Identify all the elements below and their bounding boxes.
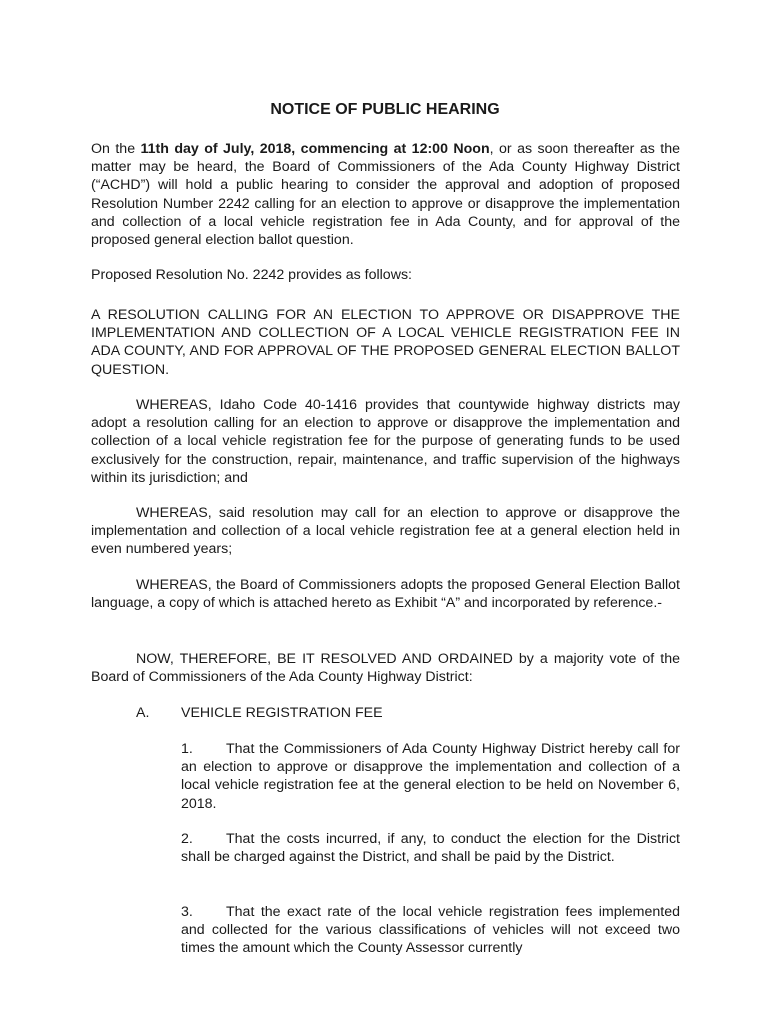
resolution-title: A RESOLUTION CALLING FOR AN ELECTION TO APPROVE OR DISAPPROVE THE IMPLEMENTATION AND COLLECTION OF A LOCAL VEHICLE REGISTRATION FEE IN ADA COUNTY, AND FOR APPROVAL OF THE PROPOSED GENERAL ELECTION BALLOT QUESTION.: [91, 307, 680, 378]
provides-line: Proposed Resolution No. 2242 provides as follows:: [91, 267, 412, 283]
item-number: 3.: [181, 904, 193, 920]
section-title: VEHICLE REGISTRATION FEE: [181, 705, 383, 721]
list-item-3: [181, 903, 680, 958]
section-letter: A.: [136, 705, 150, 721]
item-text: That the exact rate of the local vehicle registration fees implemented and collected for the various classifications of vehicles will not exceed two times the amount which the County Assessor currently: [181, 904, 680, 957]
intro-paragraph: [91, 140, 680, 249]
item-text: That the Commissioners of Ada County Highway District hereby call for an election to approve or disapprove the implementation and collection of a local vehicle registration fee at the general election to be held on November 6, 2018.: [181, 741, 680, 812]
item-number: 2.: [181, 831, 193, 847]
list-item-2: [181, 830, 680, 866]
whereas-paragraph-2: WHEREAS, said resolution may call for an election to approve or disapprove the implementation and collection of a local vehicle registration fee at a general election held in even numbered years;: [91, 505, 680, 558]
section-heading: [136, 704, 383, 722]
list-item-1: [181, 740, 680, 813]
now-therefore-paragraph: NOW, THEREFORE, BE IT RESOLVED AND ORDAINED by a majority vote of the Board of Commissioners of the Ada County Highway District:: [91, 651, 680, 686]
hearing-date: 11th day of July, 2018, commencing at 12:00 Noon: [140, 141, 490, 157]
whereas-paragraph-1: WHEREAS, Idaho Code 40-1416 provides that countywide highway districts may adopt a resolution calling for an election to approve or disapprove the implementation and collection of a local vehicle registration fee for the purpose of generating funds to be used exclusively for the construction, repair, maintenance, and traffic supervision of the highways within its jurisdiction; and: [91, 397, 680, 486]
page-title: NOTICE OF PUBLIC HEARING: [270, 101, 500, 118]
whereas-paragraph-3: WHEREAS, the Board of Commissioners adopts the proposed General Election Ballot language, a copy of which is attached hereto as Exhibit “A” and incorporated by reference.-: [91, 577, 680, 612]
item-number: 1.: [181, 741, 193, 757]
item-text: That the costs incurred, if any, to conduct the election for the District shall be charged against the District, and shall be paid by the District.: [181, 831, 680, 866]
intro-post: , or as soon thereafter as the matter may be heard, the Board of Commissioners of the Ada County Highway District (“ACHD”) will hold a public hearing to consider the approval and adoption of proposed Resolution Number 2242 calling for an election to approve or disapprove the implementation and collection of a local vehicle registration fee in Ada County, and for approval of the proposed general election ballot question.: [91, 141, 680, 249]
intro-pre: On the: [91, 141, 141, 157]
